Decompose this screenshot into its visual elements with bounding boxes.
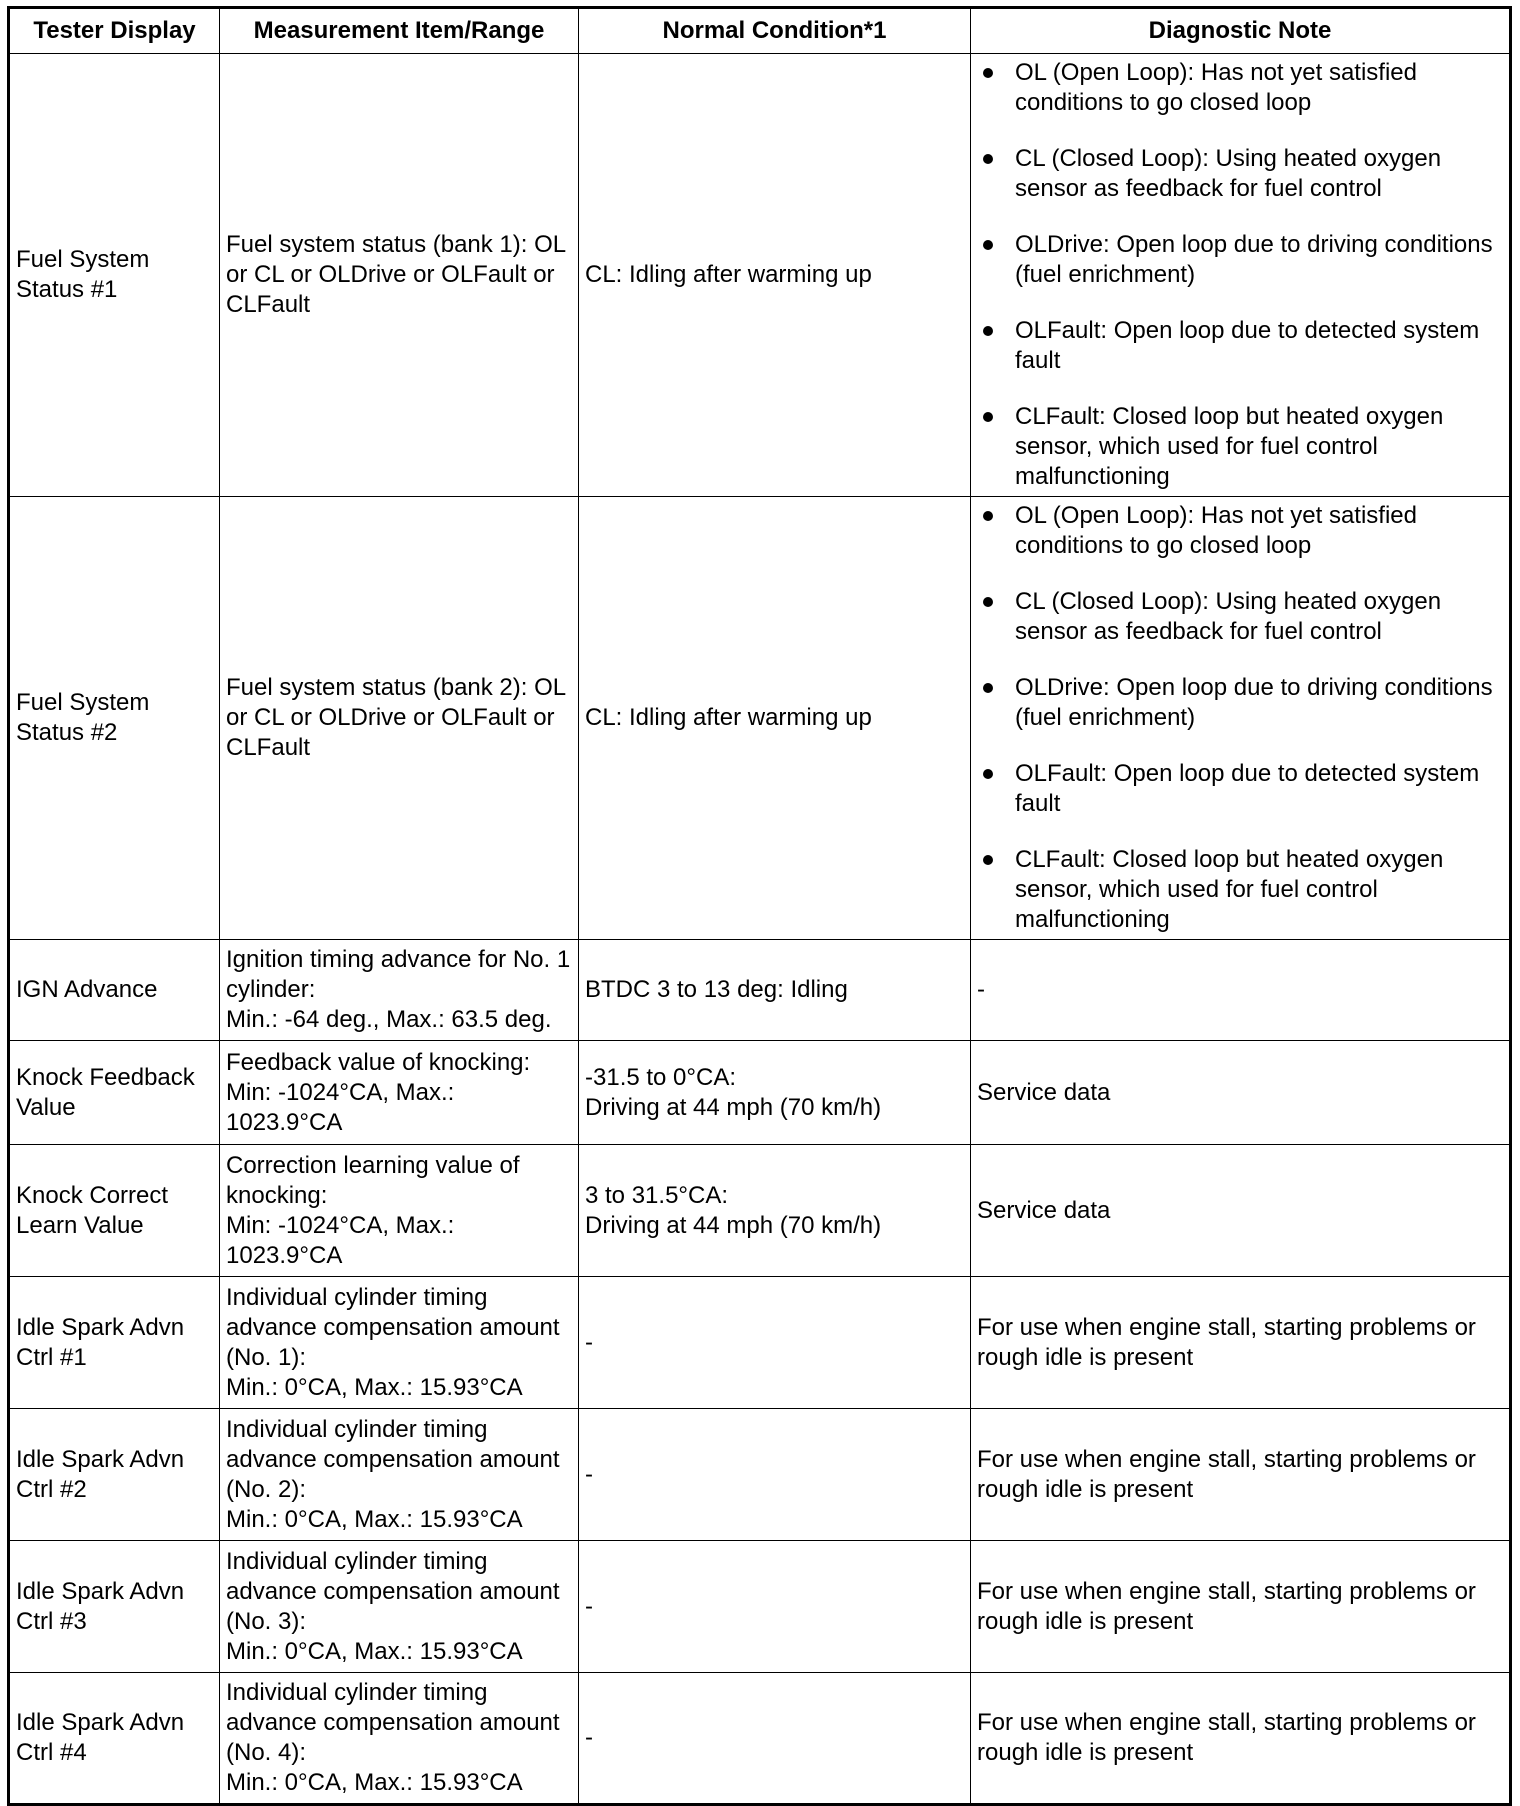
data-list-table (7, 6, 1512, 1806)
bullet-icon (983, 769, 993, 779)
table-header-row (9, 8, 1511, 54)
diagnostic-note-cell (971, 54, 1511, 497)
tester-display-cell: IGN Advance (9, 940, 220, 1041)
measurement-line: Min.: 0°CA, Max.: 15.93°CA (226, 1505, 523, 1533)
bullet-icon (983, 412, 993, 422)
note-list-item (977, 673, 1503, 733)
note-list-item (977, 402, 1503, 492)
note-text: OL (Open Loop): Has not yet satisfied conditions to go closed loop (1015, 59, 1417, 116)
bullet-icon (983, 240, 993, 250)
normal-condition-cell (579, 1041, 971, 1145)
bullet-icon (983, 511, 993, 521)
diagnostic-note-list (977, 58, 1503, 492)
note-list-item (977, 501, 1503, 561)
measurement-line: Min.: 0°CA, Max.: 15.93°CA (226, 1373, 523, 1401)
measurement-line: Individual cylinder timing advance compensation amount (No. 2): (226, 1415, 560, 1503)
note-list-item (977, 587, 1503, 647)
measurement-cell (220, 1541, 579, 1673)
measurement-line: Min: -1024°CA, Max.: 1023.9°CA (226, 1211, 455, 1269)
normal-condition-cell (579, 940, 971, 1041)
note-list-item (977, 759, 1503, 819)
normal-condition-line: 3 to 31.5°CA: (585, 1181, 729, 1209)
normal-condition-cell: CL: Idling after warming up (579, 54, 971, 497)
normal-condition-cell: - (579, 1541, 971, 1673)
normal-condition-line: Driving at 44 mph (70 km/h) (585, 1093, 882, 1121)
tester-display-cell: Idle Spark Advn Ctrl #2 (9, 1409, 220, 1541)
note-list-item (977, 144, 1503, 204)
normal-condition-line: Driving at 44 mph (70 km/h) (585, 1211, 882, 1239)
note-text: OLFault: Open loop due to detected system fault (1015, 317, 1480, 374)
diagnostic-note-cell: For use when engine stall, starting problems or rough idle is present (971, 1409, 1511, 1541)
measurement-cell (220, 1145, 579, 1277)
note-list-item (977, 58, 1503, 118)
bullet-icon (983, 326, 993, 336)
diagnostic-note-cell: For use when engine stall, starting problems or rough idle is present (971, 1277, 1511, 1409)
tester-display-cell: Fuel System Status #1 (9, 54, 220, 497)
diagnostic-note-cell: For use when engine stall, starting problems or rough idle is present (971, 1541, 1511, 1673)
measurement-line: Min.: 0°CA, Max.: 15.93°CA (226, 1637, 523, 1665)
diagnostic-note-cell (971, 497, 1511, 940)
note-text: CL (Closed Loop): Using heated oxygen sensor as feedback for fuel control (1015, 145, 1442, 202)
tester-display-cell: Knock Feedback Value (9, 1041, 220, 1145)
measurement-line: Ignition timing advance for No. 1 cylinder: (226, 946, 571, 1003)
table-row (9, 1409, 1511, 1541)
bullet-icon (983, 154, 993, 164)
header-normal-condition: Normal Condition*1 (579, 8, 971, 54)
note-list-item (977, 316, 1503, 376)
header-diagnostic-note: Diagnostic Note (971, 8, 1511, 54)
normal-condition-cell: - (579, 1277, 971, 1409)
bullet-icon (983, 68, 993, 78)
normal-condition-cell: CL: Idling after warming up (579, 497, 971, 940)
normal-condition-cell: - (579, 1673, 971, 1805)
note-text: OLDrive: Open loop due to driving conditions (fuel enrichment) (1015, 674, 1493, 731)
measurement-cell: Fuel system status (bank 2): OL or CL or OLDrive or OLFault or CLFault (220, 497, 579, 940)
measurement-line: Individual cylinder timing advance compensation amount (No. 1): (226, 1283, 560, 1371)
note-list-item (977, 845, 1503, 935)
diagnostic-note-cell: - (971, 940, 1511, 1041)
diagnostic-note-list (977, 501, 1503, 935)
tester-display-cell: Idle Spark Advn Ctrl #3 (9, 1541, 220, 1673)
note-list-item (977, 230, 1503, 290)
table-row (9, 1041, 1511, 1145)
table-row (9, 497, 1511, 940)
measurement-line: Min: -1024°CA, Max.: 1023.9°CA (226, 1078, 455, 1136)
measurement-cell (220, 940, 579, 1041)
header-tester-display: Tester Display (9, 8, 220, 54)
normal-condition-cell: - (579, 1409, 971, 1541)
note-text: OLDrive: Open loop due to driving conditions (fuel enrichment) (1015, 231, 1493, 288)
diagnostic-note-cell: Service data (971, 1041, 1511, 1145)
bullet-icon (983, 597, 993, 607)
table-row (9, 940, 1511, 1041)
note-text: CL (Closed Loop): Using heated oxygen sensor as feedback for fuel control (1015, 588, 1442, 645)
note-text: CLFault: Closed loop but heated oxygen sensor, which used for fuel control malfunctioning (1015, 846, 1444, 933)
measurement-cell (220, 1277, 579, 1409)
measurement-cell (220, 1409, 579, 1541)
note-text: OLFault: Open loop due to detected system fault (1015, 760, 1480, 817)
tester-display-cell: Idle Spark Advn Ctrl #1 (9, 1277, 220, 1409)
table-row (9, 1541, 1511, 1673)
measurement-cell (220, 1673, 579, 1805)
measurement-line: Individual cylinder timing advance compensation amount (No. 4): (226, 1679, 560, 1766)
normal-condition-cell (579, 1145, 971, 1277)
diagnostic-note-cell: For use when engine stall, starting problems or rough idle is present (971, 1673, 1511, 1805)
measurement-line: Min.: 0°CA, Max.: 15.93°CA (226, 1769, 523, 1796)
table-row (9, 54, 1511, 497)
tester-display-cell: Idle Spark Advn Ctrl #4 (9, 1673, 220, 1805)
note-text: OL (Open Loop): Has not yet satisfied conditions to go closed loop (1015, 502, 1417, 559)
table-row (9, 1145, 1511, 1277)
bullet-icon (983, 855, 993, 865)
measurement-line: Individual cylinder timing advance compensation amount (No. 3): (226, 1547, 560, 1635)
bullet-icon (983, 683, 993, 693)
measurement-cell: Fuel system status (bank 1): OL or CL or OLDrive or OLFault or CLFault (220, 54, 579, 497)
measurement-cell (220, 1041, 579, 1145)
table-row (9, 1673, 1511, 1805)
header-measurement-item: Measurement Item/Range (220, 8, 579, 54)
tester-display-cell: Knock Correct Learn Value (9, 1145, 220, 1277)
diagnostic-note-cell: Service data (971, 1145, 1511, 1277)
normal-condition-line: BTDC 3 to 13 deg: Idling (585, 976, 848, 1003)
tester-display-cell: Fuel System Status #2 (9, 497, 220, 940)
measurement-line: Feedback value of knocking: (226, 1048, 531, 1076)
note-text: CLFault: Closed loop but heated oxygen sensor, which used for fuel control malfunctioning (1015, 403, 1444, 490)
measurement-line: Correction learning value of knocking: (226, 1151, 520, 1209)
measurement-line: Min.: -64 deg., Max.: 63.5 deg. (226, 1006, 552, 1033)
table-row (9, 1277, 1511, 1409)
normal-condition-line: -31.5 to 0°CA: (585, 1063, 737, 1091)
